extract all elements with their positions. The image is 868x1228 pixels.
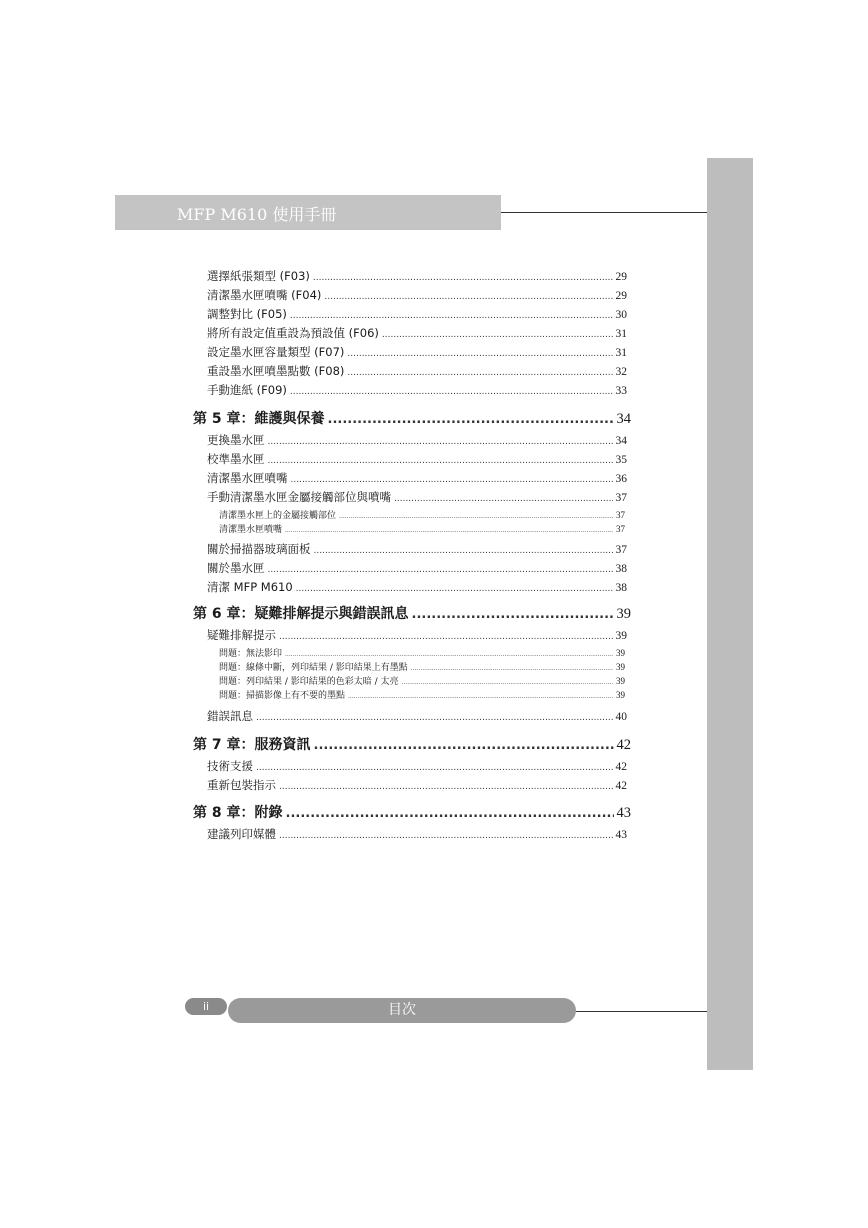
toc-item-row[interactable]: [207, 382, 627, 398]
toc-leader-dots: [348, 693, 613, 700]
toc-item-row[interactable]: [207, 826, 627, 842]
toc-entry-title: 設定墨水匣容量類型 (F07): [207, 345, 345, 359]
toc-entry-title: 關於掃描器玻璃面板: [207, 542, 311, 556]
toc-item-row[interactable]: [207, 579, 627, 595]
toc-item-row[interactable]: [207, 541, 627, 557]
toc-page-number: 39: [616, 690, 625, 700]
toc-item-row[interactable]: [207, 432, 627, 448]
toc-page-number: 42: [616, 737, 631, 753]
toc-leader-dots: [313, 273, 613, 283]
toc-item-row[interactable]: [207, 470, 627, 486]
toc-page-number: 40: [615, 711, 627, 723]
toc-page-number: 39: [616, 662, 625, 672]
toc-entry-title: 問題：列印結果 / 影印結果的色彩太暗 / 太亮: [219, 677, 399, 687]
toc-page-number: 32: [615, 366, 627, 378]
toc-page-number: 43: [615, 829, 627, 841]
toc-page-number: 37: [616, 524, 625, 534]
toc-entry-title: 第 5 章：維護與保養: [193, 411, 325, 427]
toc-leader-dots: [324, 292, 612, 302]
toc-leader-dots: [314, 546, 613, 556]
toc-leader-dots: [285, 651, 613, 658]
toc-entry-title: 疑難排解提示: [207, 628, 276, 642]
toc-entry-title: 將所有設定值重設為預設值 (F06): [207, 326, 379, 340]
toc-entry-title: 更換墨水匣: [207, 433, 265, 447]
toc-page-number: 31: [615, 347, 627, 359]
toc-leader-dots: [268, 565, 613, 575]
toc-leader-dots: [279, 632, 613, 642]
toc-entry-title: 調整對比 (F05): [207, 307, 287, 321]
toc-page-number: 30: [615, 309, 627, 321]
toc-entry-title: 重新包裝指示: [207, 778, 276, 792]
toc-leader-dots: [286, 806, 614, 821]
toc-leader-dots: [285, 527, 613, 534]
toc-leader-dots: [290, 387, 613, 397]
toc-entry-title: 手動進紙 (F09): [207, 383, 287, 397]
toc-item-row[interactable]: [207, 325, 627, 341]
toc-entry-title: 校準墨水匣: [207, 452, 265, 466]
toc-item-row[interactable]: [207, 268, 627, 284]
toc-leader-dots: [402, 679, 613, 686]
toc-leader-dots: [394, 494, 613, 504]
toc-item-row[interactable]: [207, 627, 627, 643]
footer-section-title: 目次: [228, 998, 576, 1023]
toc-leader-dots: [291, 475, 613, 485]
toc-leader-dots: [382, 330, 613, 340]
toc-entry-title: 清潔墨水匣噴嘴: [219, 525, 283, 535]
toc-page-number: 42: [615, 761, 627, 773]
toc-subitem-row[interactable]: [219, 688, 625, 701]
toc-entry-title: 清潔墨水匣噴嘴: [207, 471, 288, 485]
toc-chapter-row[interactable]: [193, 603, 631, 623]
footer-rule: [576, 1011, 707, 1012]
toc-leader-dots: [347, 368, 612, 378]
toc-page-number: 29: [615, 290, 627, 302]
toc-page-number: 35: [615, 454, 627, 466]
toc-item-row[interactable]: [207, 451, 627, 467]
toc-subitem-row[interactable]: [219, 646, 625, 659]
toc-chapter-row[interactable]: [193, 802, 631, 822]
toc-leader-dots: [411, 665, 613, 672]
toc-entry-title: 技術支援: [207, 759, 253, 773]
toc-entry-title: 問題：掃描影像上有不要的墨點: [219, 691, 346, 701]
toc-leader-dots: [268, 437, 613, 447]
toc-entry-title: 選擇紙張類型 (F03): [207, 269, 310, 283]
toc-entry-title: 清潔墨水匣噴嘴 (F04): [207, 288, 322, 302]
toc-leader-dots: [256, 763, 613, 773]
toc-page-number: 39: [616, 606, 631, 622]
toc-leader-dots: [279, 831, 613, 841]
toc-subitem-row[interactable]: [219, 508, 625, 521]
toc-leader-dots: [339, 513, 613, 520]
toc-item-row[interactable]: [207, 489, 627, 505]
toc-chapter-row[interactable]: [193, 734, 631, 754]
toc-leader-dots: [290, 311, 613, 321]
toc-item-row[interactable]: [207, 306, 627, 322]
toc-item-row[interactable]: [207, 287, 627, 303]
toc-page-number: 37: [616, 510, 625, 520]
toc-entry-title: 建議列印媒體: [207, 827, 276, 841]
toc-page-number: 38: [615, 563, 627, 575]
toc-item-row[interactable]: [207, 777, 627, 793]
toc-page-number: 34: [616, 411, 631, 427]
toc-entry-title: 清潔墨水匣上的金屬接觸部位: [219, 511, 337, 521]
toc-leader-dots: [279, 782, 613, 792]
toc-leader-dots: [268, 456, 613, 466]
toc-chapter-row[interactable]: [193, 408, 631, 428]
toc-item-row[interactable]: [207, 758, 627, 774]
toc-page-number: 29: [615, 271, 627, 283]
toc-page-number: 38: [615, 582, 627, 594]
toc-page-number: 37: [615, 492, 627, 504]
toc-subitem-row[interactable]: [219, 674, 625, 687]
toc-entry-title: 清潔 MFP M610: [207, 580, 293, 594]
toc-page-number: 33: [615, 385, 627, 397]
toc-leader-dots: [412, 607, 614, 622]
toc-page-number: 37: [615, 544, 627, 556]
footer-page-number: ii: [185, 998, 227, 1015]
toc-item-row[interactable]: [207, 363, 627, 379]
toc-entry-title: 第 8 章：附錄: [193, 805, 283, 821]
toc-leader-dots: [314, 738, 614, 753]
toc-page-number: 39: [616, 648, 625, 658]
toc-entry-title: 關於墨水匣: [207, 561, 265, 575]
toc-item-row[interactable]: [207, 560, 627, 576]
toc-page-number: 34: [615, 435, 627, 447]
toc-entry-title: 手動清潔墨水匣金屬接觸部位與噴嘴: [207, 490, 391, 504]
toc-page-number: 42: [615, 780, 627, 792]
toc-entry-title: 重設墨水匣噴墨點數 (F08): [207, 364, 345, 378]
toc-leader-dots: [328, 412, 614, 427]
toc-page-number: 39: [616, 676, 625, 686]
toc-subitem-row[interactable]: [219, 660, 625, 673]
toc-entry-title: 錯誤訊息: [207, 709, 253, 723]
toc-entry-title: 問題：線條中斷，列印結果 / 影印結果上有墨點: [219, 663, 408, 673]
toc-page-number: 31: [615, 328, 627, 340]
toc-page-number: 39: [615, 630, 627, 642]
toc-leader-dots: [347, 349, 612, 359]
toc-leader-dots: [256, 713, 613, 723]
toc-entry-title: 第 7 章：服務資訊: [193, 737, 311, 753]
toc-item-row[interactable]: [207, 708, 627, 724]
toc-subitem-row[interactable]: [219, 522, 625, 535]
toc-page-number: 36: [615, 473, 627, 485]
toc-entry-title: 第 6 章：疑難排解提示與錯誤訊息: [193, 606, 409, 622]
toc-page-number: 43: [616, 805, 631, 821]
toc-entry-title: 問題：無法影印: [219, 649, 283, 659]
toc-item-row[interactable]: [207, 344, 627, 360]
toc-leader-dots: [296, 584, 613, 594]
manual-title: MFP M610 使用手冊: [177, 205, 337, 224]
